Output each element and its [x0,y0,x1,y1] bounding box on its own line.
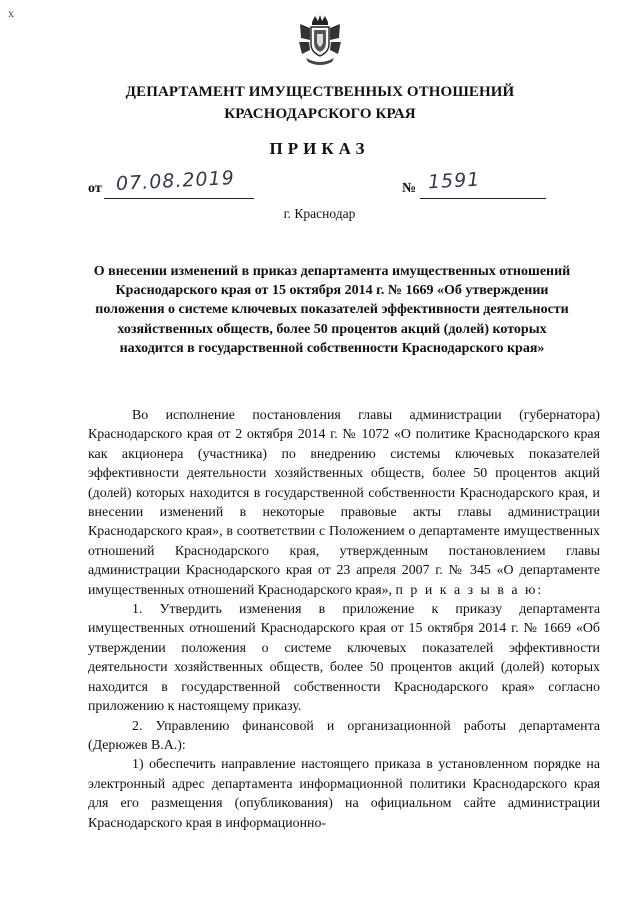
order-title: ПРИКАЗ [269,139,370,158]
number-value-handwritten: 1591 [427,168,481,194]
scan-dot: · [217,832,219,838]
order-command: п р и к а з ы в а ю: [395,582,544,598]
order-heading: О внесении изменений в приказ департамента имущественных отношений Краснодарского края от 15 октября 2014 г. № 1669 «Об утверждении положения о системе ключевых показателей эффективности деятельности хозяйственных обществ, более 50 процентов акций (долей) которых находится в государственной собственности Краснодарского края» [93,264,571,356]
preamble-text: Во исполнение постановления главы администрации (губернатора) Краснодарского края от 2 октября 2014 г. № 1072 «О политике Краснодарского края как акционера (участника) по внедрению системы ключевых показателей эффективности деятельности хозяйственных обществ, более 50 процентов акций (долей) которых находится в государственной собственности Краснодарского края, и внесении изменений в некоторые правовые акты главы администрации Краснодарского края», в соответствии с Положением о департаменте имущественных отношений Краснодарского края, утвержденным постановлением главы администрации Краснодарского края от 23 апреля 2007 г. № 345 «О департаменте имущественных отношений Краснодарского края», [88,408,600,598]
department-name-line2: КРАСНОДАРСКОГО КРАЯ [224,106,416,122]
paragraph-subitem-1: 1) обеспечить направление настоящего приказа в установленном порядке на электронный адрес департамента информационной политики Краснодарского края для его размещения (опубликования) на официальном сайте администрации Краснодарского края в информационно- [88,757,600,831]
date-label: от [88,181,102,196]
city: г. Краснодар [283,206,356,221]
number-label: № [402,181,417,196]
paragraph-item-2: 2. Управлению финансовой и организационной работы департамента (Дерюжев В.А.): [88,718,600,753]
number-underline [420,198,546,199]
date-underline [104,198,254,199]
order-body [88,406,600,833]
paragraph-item-1: 1. Утвердить изменения в приложение к приказу департамента имущественных отношений Краснодарского края от 15 октября 2014 г. № 1669 «Об утверждении положения о системе ключевых показателей эффективности деятельности хозяйственных обществ, более 50 процентов акций (долей) которых находится в государственной собственности Краснодарского края» согласно приложению к настоящему приказу. [88,602,600,715]
department-name-line1: ДЕПАРТАМЕНТ ИМУЩЕСТВЕННЫХ ОТНОШЕНИЙ [125,84,515,100]
coat-of-arms-icon [298,14,342,68]
paragraph-preamble [88,406,600,600]
corner-mark: х [8,6,14,20]
date-value-handwritten: 07.08.2019 [115,166,236,196]
